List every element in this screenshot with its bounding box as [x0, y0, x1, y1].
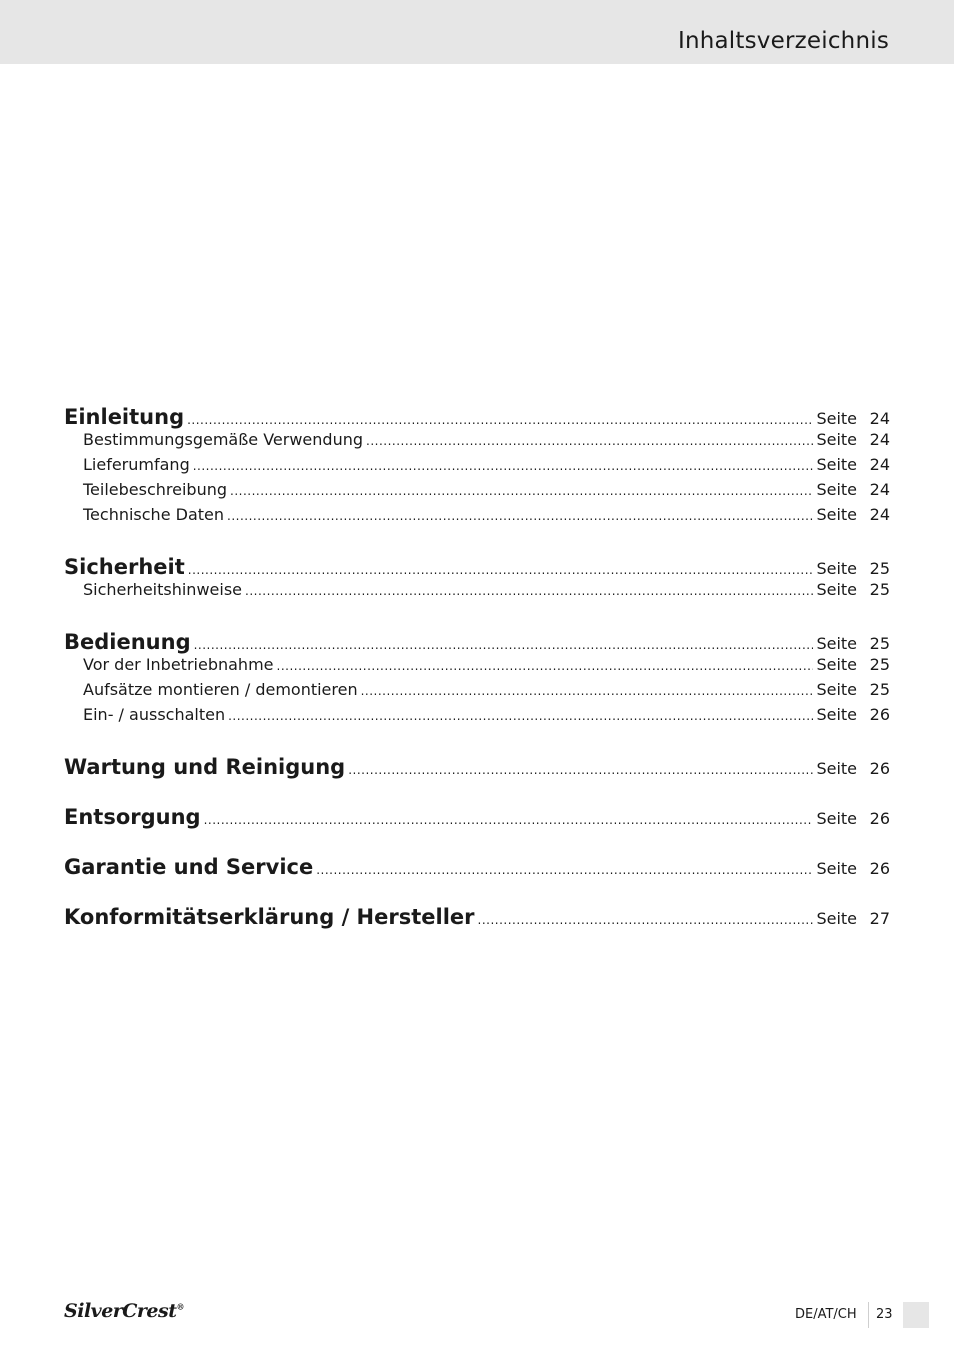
dot-leader [366, 434, 813, 448]
dot-leader [194, 638, 814, 652]
page-ref [816, 634, 890, 653]
page-number: 24 [869, 480, 890, 499]
page-ref [816, 809, 890, 828]
page-ref [816, 409, 890, 428]
footer-divider [868, 1302, 869, 1328]
toc-entry-lieferumfang[interactable] [64, 455, 890, 480]
seite-label: Seite [816, 680, 857, 699]
page-number: 26 [869, 809, 890, 828]
seite-label: Seite [816, 480, 857, 499]
page-ref [816, 430, 890, 449]
language-code: DE/AT/CH [795, 1307, 857, 1322]
toc-entry-label: Einleitung [64, 405, 185, 429]
toc-entry-label: Garantie und Service [64, 855, 314, 879]
page-ref [816, 480, 890, 499]
dot-leader [316, 863, 813, 877]
page-number: 25 [869, 634, 890, 653]
page-number: 25 [869, 580, 890, 599]
dot-leader [361, 684, 814, 698]
seite-label: Seite [816, 409, 857, 428]
seite-label: Seite [816, 634, 857, 653]
seite-label: Seite [816, 705, 857, 724]
seite-label: Seite [816, 430, 857, 449]
dot-leader [187, 413, 813, 427]
dot-leader [348, 763, 813, 777]
page-ref [816, 655, 890, 674]
seite-label: Seite [816, 455, 857, 474]
page-ref [816, 909, 890, 928]
toc-entry-label: Aufsätze montieren / demontieren [83, 680, 358, 699]
toc-entry-label: Technische Daten [83, 505, 225, 524]
toc-entry-teilebeschreibung[interactable] [64, 480, 890, 505]
page-ref [816, 859, 890, 878]
page-number-footer: 23 [876, 1307, 893, 1322]
toc-entry-garantie-und-service[interactable] [64, 855, 890, 880]
page-number: 27 [869, 909, 890, 928]
dot-leader [227, 509, 813, 523]
registered-mark: ® [176, 1301, 184, 1312]
toc-entry-label: Konformitätserklärung / Hersteller [64, 905, 475, 929]
page-title: Inhaltsverzeichnis [677, 28, 889, 54]
toc-entry-label: Vor der Inbetriebnahme [83, 655, 274, 674]
toc-entry-label: Teilebeschreibung [83, 480, 228, 499]
page-number: 24 [869, 409, 890, 428]
dot-leader [478, 913, 814, 927]
dot-leader [230, 484, 813, 498]
toc-entry-label: Wartung und Reinigung [64, 755, 346, 779]
footer-tab-marker [903, 1302, 929, 1328]
toc-entry-sicherheitshinweise[interactable] [64, 580, 890, 605]
page-ref [816, 759, 890, 778]
page-ref [816, 559, 890, 578]
dot-leader [193, 459, 814, 473]
dot-leader [277, 659, 814, 673]
toc-entry-technische-daten[interactable] [64, 505, 890, 530]
toc-entry-sicherheit[interactable] [64, 555, 890, 580]
toc-entry-wartung-und-reinigung[interactable] [64, 755, 890, 780]
toc-entry-label: Sicherheit [64, 555, 185, 579]
seite-label: Seite [816, 559, 857, 578]
toc-entry-bedienung[interactable] [64, 630, 890, 655]
page-number: 24 [869, 505, 890, 524]
page-number: 26 [869, 705, 890, 724]
dot-leader [204, 813, 814, 827]
table-of-contents [64, 405, 890, 930]
toc-entry-bestimmungsgemaesse-verwendung[interactable] [64, 430, 890, 455]
page-number: 25 [869, 655, 890, 674]
toc-entry-aufsaetze-montieren[interactable] [64, 680, 890, 705]
toc-entry-label: Bedienung [64, 630, 191, 654]
page-ref [816, 680, 890, 699]
toc-entry-label: Bestimmungsgemäße Verwendung [83, 430, 364, 449]
page-ref [816, 705, 890, 724]
toc-entry-label: Lieferumfang [83, 455, 190, 474]
seite-label: Seite [816, 505, 857, 524]
page-ref [816, 505, 890, 524]
seite-label: Seite [816, 759, 857, 778]
seite-label: Seite [816, 809, 857, 828]
seite-label: Seite [816, 859, 857, 878]
brand-logo-text: SilverCrest [64, 1300, 177, 1322]
page-number: 25 [869, 559, 890, 578]
page-number: 24 [869, 430, 890, 449]
page-ref [816, 580, 890, 599]
brand-logo [64, 1300, 184, 1322]
toc-entry-entsorgung[interactable] [64, 805, 890, 830]
page-number: 24 [869, 455, 890, 474]
page-number: 26 [869, 759, 890, 778]
dot-leader [188, 563, 814, 577]
page-number: 26 [869, 859, 890, 878]
seite-label: Seite [816, 909, 857, 928]
toc-entry-vor-der-inbetriebnahme[interactable] [64, 655, 890, 680]
page-ref [816, 455, 890, 474]
toc-entry-label: Sicherheitshinweise [83, 580, 242, 599]
toc-entry-ein-ausschalten[interactable] [64, 705, 890, 730]
toc-entry-label: Ein- / ausschalten [83, 705, 226, 724]
seite-label: Seite [816, 580, 857, 599]
toc-entry-konformitaetserklaerung[interactable] [64, 905, 890, 930]
page-number: 25 [869, 680, 890, 699]
toc-entry-label: Entsorgung [64, 805, 201, 829]
dot-leader [245, 584, 813, 598]
dot-leader [228, 709, 813, 723]
toc-entry-einleitung[interactable] [64, 405, 890, 430]
seite-label: Seite [816, 655, 857, 674]
